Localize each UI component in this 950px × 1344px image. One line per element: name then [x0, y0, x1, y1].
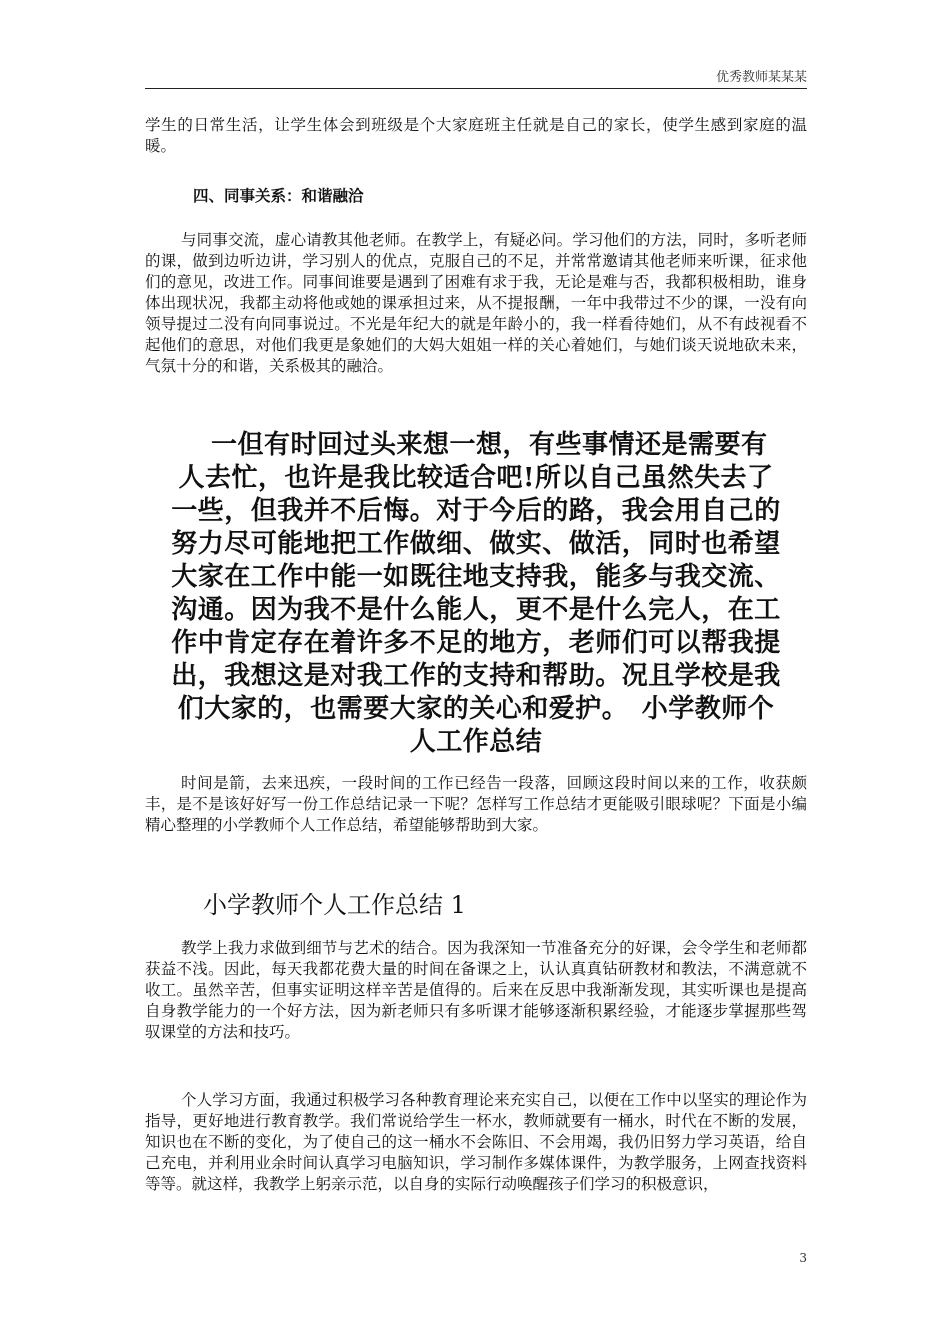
large-text-line: 人去忙，也许是我比较适合吧!所以自己虽然失去了	[178, 463, 774, 493]
large-text-line: 沟通。因为我不是什么能人，更不是什么完人，在工	[171, 595, 781, 625]
large-text-line: 作中肯定存在着许多不足的地方，老师们可以帮我提	[171, 628, 781, 658]
section-title: 小学教师个人工作总结 1	[203, 891, 466, 919]
large-text-line: 人工作总结	[409, 727, 543, 757]
page-number: 3	[799, 1251, 807, 1265]
large-text-line: 出，我想这是对我工作的支持和帮助。况且学校是我	[171, 661, 781, 691]
large-text-line: 努力尽可能地把工作做细、做实、做活，同时也希望	[171, 529, 781, 559]
paragraph-teaching: 教学上我力求做到细节与艺术的结合。因为我深知一节准备充分的好课，会令学生和老师都获益不浅。因此，每天我都花费大量的时间在备课之上，认认真真钻研教材和教法，不满意就不收工。虽然辛苦，但事实证明这样辛苦是值得的。后来在反思中我渐渐发现，其实听课也是提高自身教学能力的一个好方法，因为新老师只有多听课才能够逐渐积累经验，才能逐步掌握那些驾驭课堂的方法和技巧。	[145, 939, 807, 1041]
paragraph-study: 个人学习方面，我通过积极学习各种教育理论来充实自己，以便在工作中以坚实的理论作为指导，更好地进行教育教学。我们常说给学生一杯水，教师就要有一桶水，时代在不断的发展，知识也在不断的变化，为了使自己的这一桶水不会陈旧、不会用竭，我仍旧努力学习英语，给自己充电，并利用业余时间认真学习电脑知识，学习制作多媒体课件，为教学服务，上网查找资料等等。就这样，我教学上躬亲示范，以自身的实际行动唤醒孩子们学习的积极意识，	[145, 1091, 807, 1193]
large-text-line: 大家在工作中能一如既往地支持我，能多与我交流、	[171, 562, 781, 592]
large-text-line: 一但有时回过头来想一想，有些事情还是需要有	[184, 430, 768, 460]
page-header	[145, 66, 807, 89]
large-text-block	[145, 429, 807, 759]
large-text-line: 们大家的，也需要大家的关心和爱护。 小学教师个	[177, 694, 775, 724]
header-author: 优秀教师某某某	[715, 70, 807, 85]
paragraph-intro: 时间是箭，去来迅疾，一段时间的工作已经告一段落，回顾这段时间以来的工作，收获颇丰，是不是该好好写一份工作总结记录一下呢？怎样写工作总结才更能吸引眼球呢？下面是小编精心整理的小学教师个人工作总结，希望能够帮助到大家。	[145, 774, 807, 834]
section-heading-colleagues: 四、同事关系：和谐融洽	[193, 187, 364, 205]
paragraph-colleagues: 与同事交流，虚心请教其他老师。在教学上，有疑必问。学习他们的方法，同时，多听老师的课，做到边听边讲，学习别人的优点，克服自己的不足，并常常邀请其他老师来听课，征求他们的意见，改进工作。同事间谁要是遇到了困难有求于我，无论是难与否，我都积极相助，谁身体出现状况，我都主动将他或她的课承担过来，从不提报酬，一年中我带过不少的课，一没有向领导提过二没有向同事说过。不光是年纪大的就是年龄小的，我一样看待她们，从不有歧视看不起他们的意思，对他们我更是象她们的大妈大姐姐一样的关心着她们，与她们谈天说地砍未来，气氛十分的和谐，关系极其的融洽。	[145, 231, 807, 375]
paragraph-continued: 学生的日常生活，让学生体会到班级是个大家庭班主任就是自己的家长，使学生感到家庭的温暖。	[145, 116, 807, 155]
large-text-line: 一些，但我并不后悔。对于今后的路，我会用自己的	[171, 496, 781, 526]
